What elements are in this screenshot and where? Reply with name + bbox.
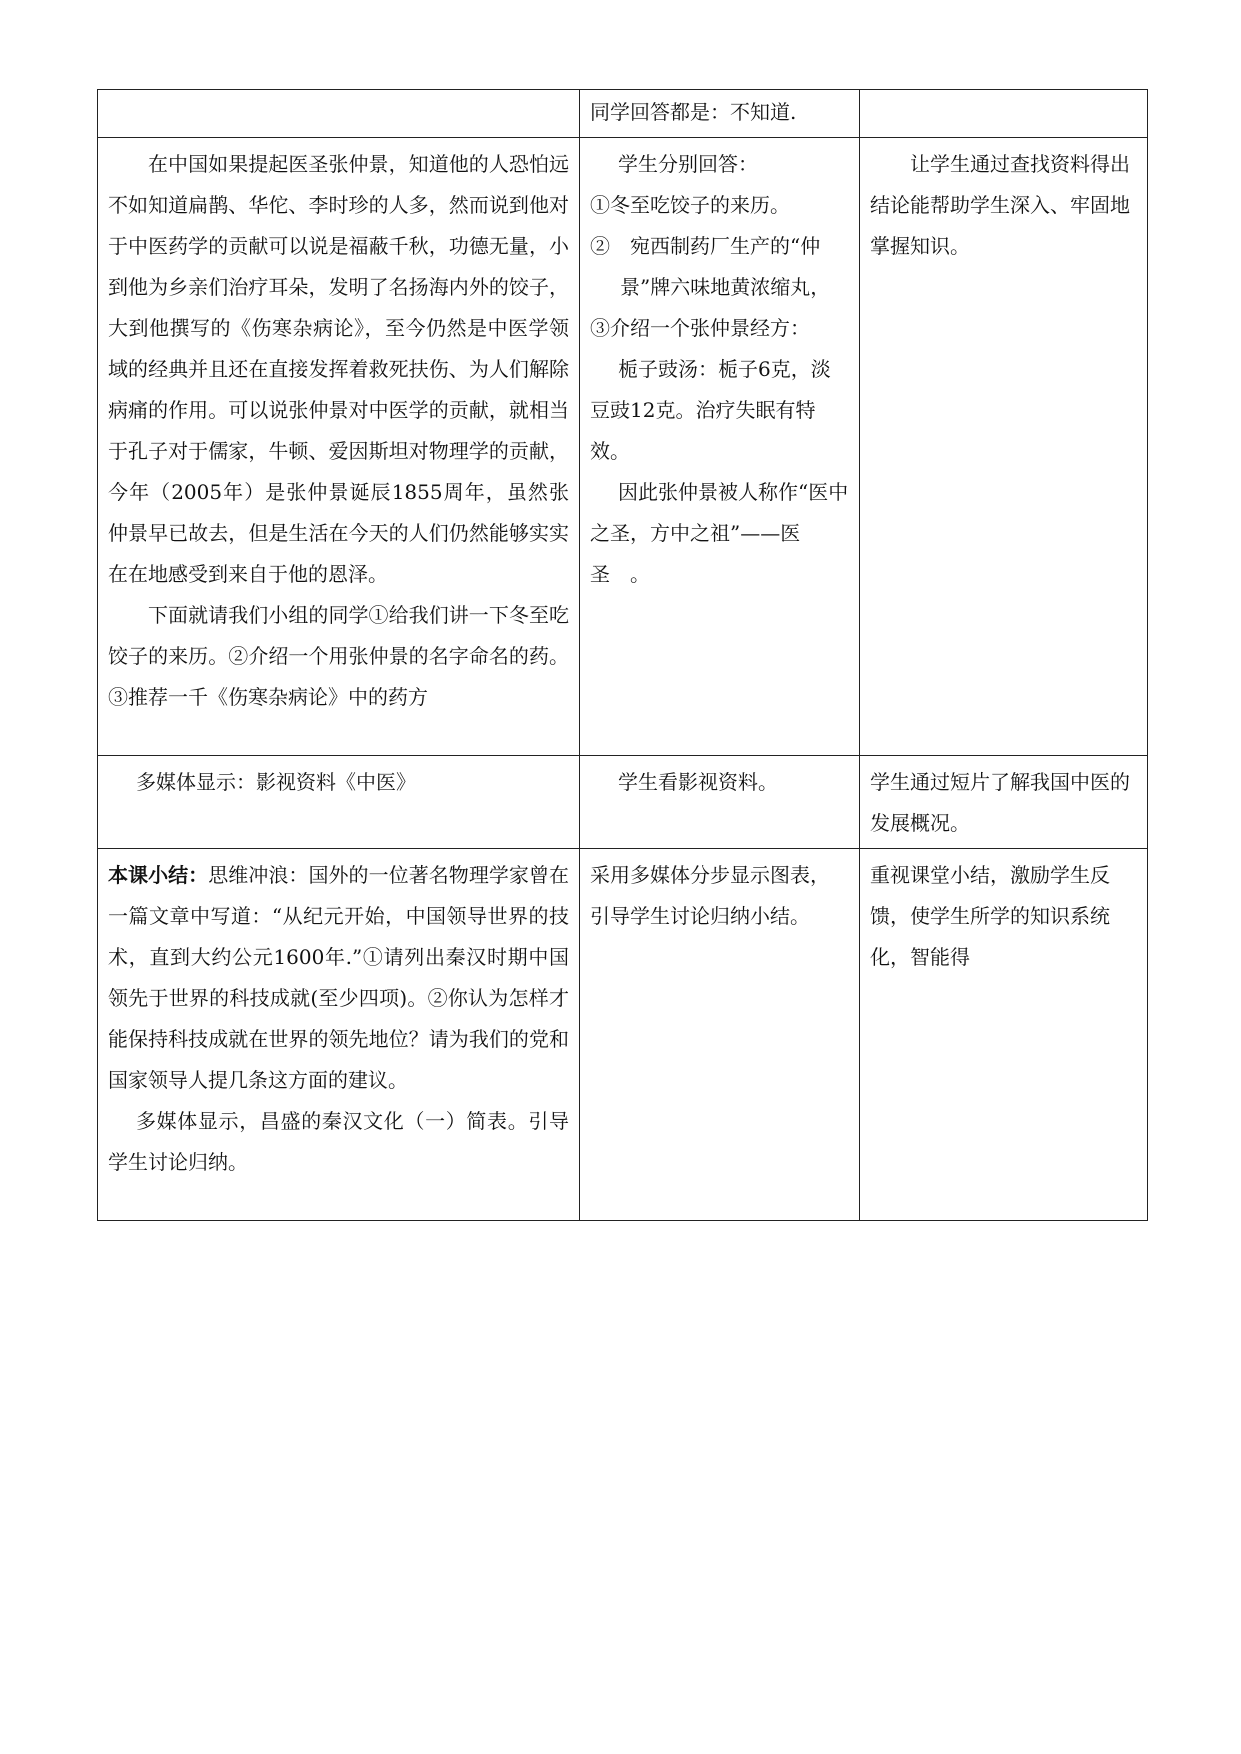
cell-design-intent — [860, 849, 1148, 1221]
cell-teacher-activity — [98, 138, 580, 756]
paragraph-zhang-zhongjing: 在中国如果提起医圣张仲景，知道他的人恐怕远不如知道扁鹊、华佗、李时珍的人多，然而说到他对于中医药学的贡献可以说是福蔽千秋，功德无量，小到他为乡亲们治疗耳朵，发明了名扬海内外的饺子，大到他撰写的《伤寒杂病论》，至今仍然是中医学领域的经典并且还在直接发挥着救死扶伤、为人们解除病痛的作用。可以说张仲景对中医学的贡献，就相当于孔子对于儒家，牛顿、爱因斯坦对物理学的贡献，今年（2005年）是张仲景诞辰1855周年，虽然张仲景早已故去，但是生活在今天的人们仍然能够实实在在地感受到来自于他的恩泽。 — [108, 152, 569, 586]
answer-item-2a: ② 宛西制药厂生产的“仲 — [590, 234, 821, 258]
cell-student-activity — [580, 756, 860, 849]
student-answer: 同学回答都是：不知道. — [590, 100, 797, 124]
intent-summary: 重视课堂小结，激励学生反馈，使学生所学的知识系统化，智能得 — [870, 863, 1110, 969]
answer-item-2b: 景”牌六味地黄浓缩丸， — [620, 275, 831, 299]
cell-student-activity — [580, 90, 860, 138]
cell-student-activity — [580, 849, 860, 1221]
table-row — [98, 849, 1148, 1221]
answer-intro: 学生分别回答： — [618, 152, 758, 176]
cell-design-intent — [860, 138, 1148, 756]
answer-recipe: 栀子豉汤：栀子6克，淡豆豉12克。治疗失眠有特效。 — [590, 357, 831, 463]
student-watch: 学生看影视资料。 — [618, 770, 778, 794]
answer-item-1: ①冬至吃饺子的来历。 — [590, 193, 790, 217]
summary-label: 本课小结： — [108, 863, 209, 887]
intent-video: 学生通过短片了解我国中医的发展概况。 — [870, 770, 1130, 835]
multimedia-video: 多媒体显示：影视资料《中医》 — [136, 770, 416, 794]
lesson-plan-table — [97, 89, 1148, 1221]
paragraph-group-task: 下面就请我们小组的同学①给我们讲一下冬至吃饺子的来历。②介绍一个用张仲景的名字命名的药。③推荐一千《伤寒杂病论》中的药方 — [108, 603, 569, 709]
cell-teacher-activity — [98, 90, 580, 138]
cell-design-intent — [860, 90, 1148, 138]
table-row — [98, 138, 1148, 756]
table-row — [98, 756, 1148, 849]
intent-text: 让学生通过查找资料得出结论能帮助学生深入、牢固地掌握知识。 — [870, 152, 1130, 258]
answer-conclusion: 因此张仲景被人称作“医中之圣，方中之祖”——医圣 。 — [590, 480, 849, 586]
summary-paragraph — [108, 855, 569, 1101]
answer-item-3: ③介绍一个张仲景经方： — [590, 316, 810, 340]
cell-teacher-activity — [98, 756, 580, 849]
cell-design-intent — [860, 756, 1148, 849]
summary-multimedia: 多媒体显示，昌盛的秦汉文化（一）简表。引导学生讨论归纳。 — [108, 1109, 569, 1174]
cell-student-activity — [580, 138, 860, 756]
cell-teacher-activity — [98, 849, 580, 1221]
summary-text: 思维冲浪：国外的一位著名物理学家曾在一篇文章中写道：“从纪元开始，中国领导世界的技术，直到大约公元1600年.”①请列出秦汉时期中国领先于世界的科技成就(至少四项)。②你认为怎样才能保持科技成就在世界的领先地位？请为我们的党和国家领导人提几条这方面的建议。 — [108, 863, 570, 1092]
table-row — [98, 90, 1148, 138]
student-summary: 采用多媒体分步显示图表，引导学生讨论归纳小结。 — [590, 863, 830, 928]
